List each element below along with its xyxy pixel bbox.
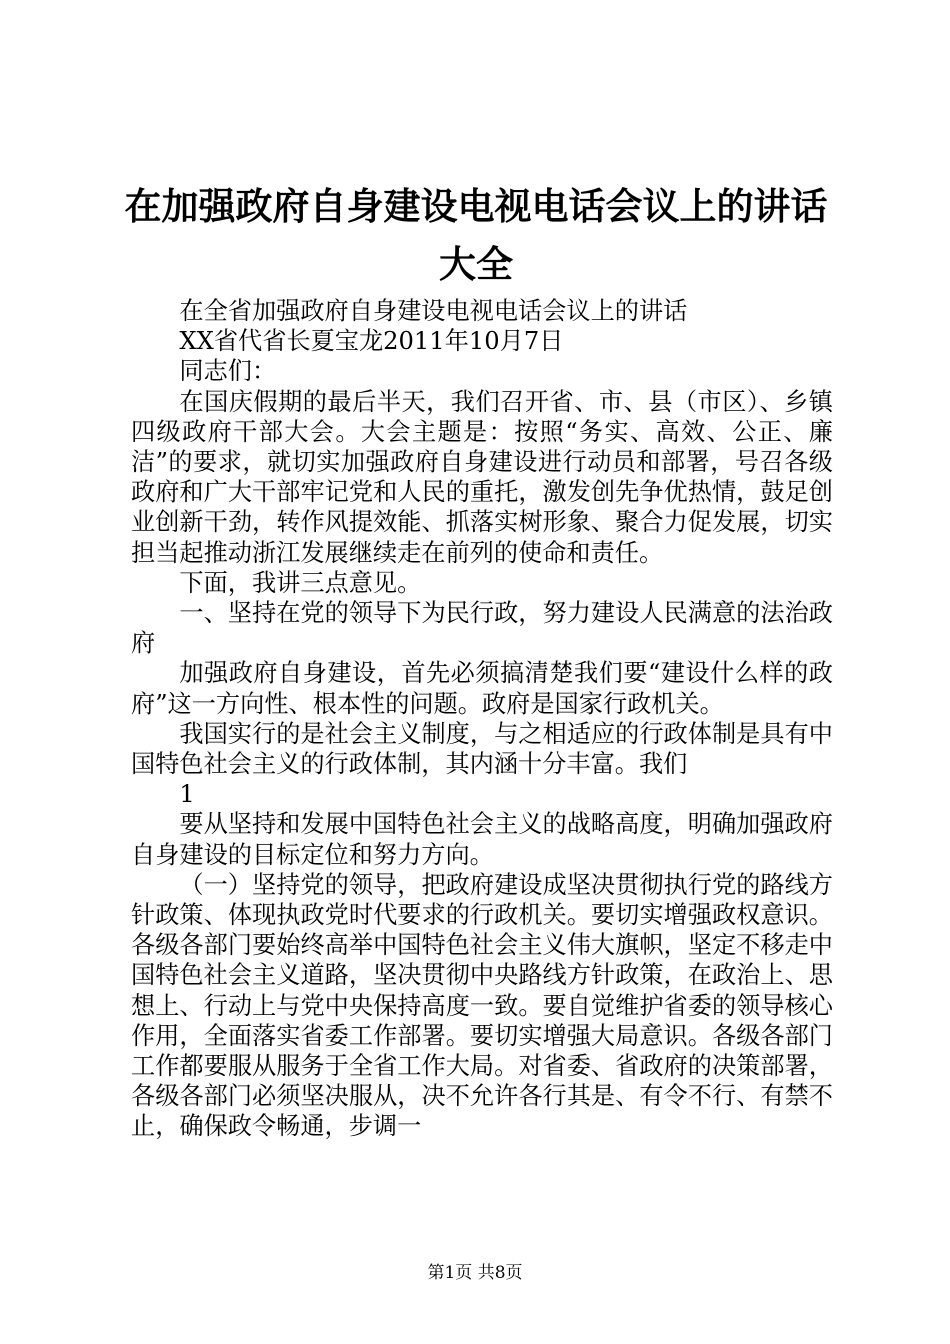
paragraph-goal: 要从坚持和发展中国特色社会主义的战略高度，明确加强政府自身建设的目标定位和努力方向。 bbox=[131, 810, 833, 869]
paragraph-intro: 在国庆假期的最后半天，我们召开省、市、县（市区）、乡镇四级政府干部大会。大会主题是：按照“务实、高效、公正、廉洁”的要求，就切实加强政府自身建设进行动员和部署，号召各级政府和广大干部牢记党和人民的重托，激发创先争优热情，鼓足创业创新干劲，转作风提效能、抓落实树形象、聚合力促发展，切实担当起推动浙江发展继续走在前列的使命和责任。 bbox=[131, 387, 833, 567]
paragraph-heading-one: 一、坚持在党的领导下为民行政，努力建设人民满意的法治政府 bbox=[131, 599, 833, 658]
document-body bbox=[131, 296, 833, 1142]
paragraph-salutation: 同志们： bbox=[179, 357, 277, 386]
paragraph-outline: 下面，我讲三点意见。 bbox=[179, 568, 422, 597]
paragraph-section-one: （一）坚持党的领导，把政府建设成坚决贯彻执行党的路线方针政策、体现执政党时代要求的行政机关。要切实增强政权意识。各级各部门要始终高举中国特色社会主义伟大旗帜，坚定不移走中国特色社会主义道路，坚决贯彻中央路线方针政策，在政治上、思想上、行动上与党中央保持高度一致。要自觉维护省委的领导核心作用，全面落实省委工作部署。要切实增强大局意识。各级各部门工作都要服从服务于全省工作大局。对省委、省政府的决策部署，各级各部门必须坚决服从，决不允许各行其是、有令不行、有禁不止，确保政令畅通，步调一 bbox=[131, 870, 833, 1141]
paragraph-author-date: XX省代省长夏宝龙2011年10月7日 bbox=[179, 327, 564, 356]
document-title: 在加强政府自身建设电视电话会议上的讲话大全 bbox=[124, 185, 828, 286]
paragraph-subtitle: 在全省加强政府自身建设电视电话会议上的讲话 bbox=[179, 297, 688, 325]
paragraph-system: 我国实行的是社会主义制度，与之相适应的行政体制是具有中国特色社会主义的行政体制，其内涵十分丰富。我们 bbox=[131, 719, 833, 779]
paragraph-page-marker: 1 bbox=[179, 780, 195, 809]
page-footer: 第1页 共8页 bbox=[427, 1263, 523, 1283]
paragraph-direction: 加强政府自身建设，首先必须搞清楚我们要“建设什么样的政府”这一方向性、根本性的问题。政府是国家行政机关。 bbox=[131, 659, 833, 718]
